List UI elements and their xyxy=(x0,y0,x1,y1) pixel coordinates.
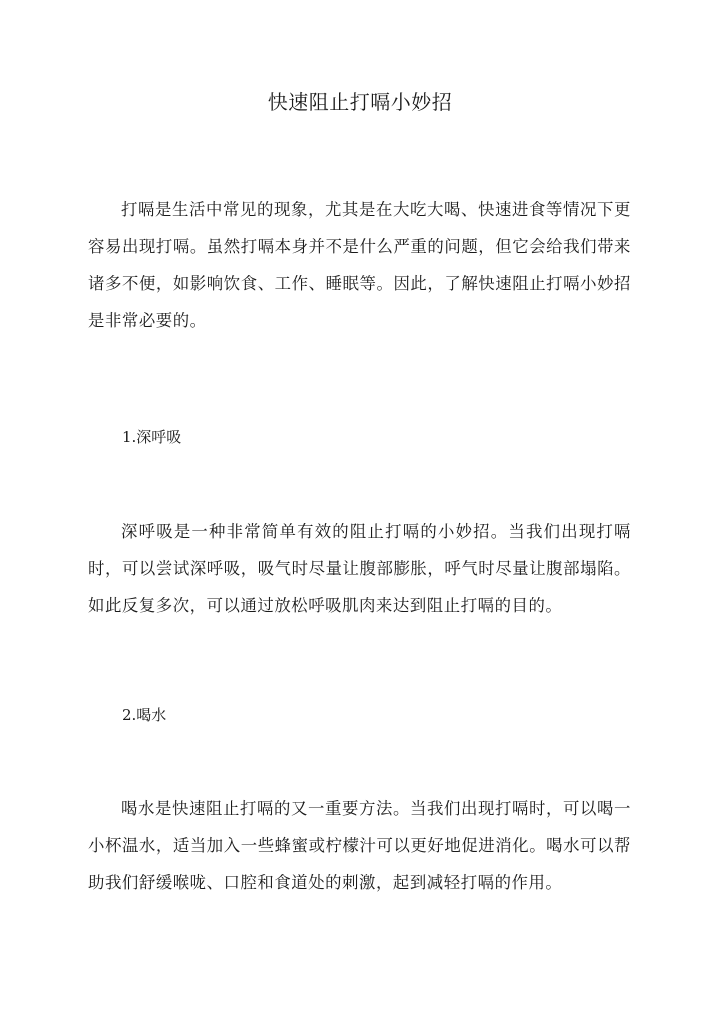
intro-paragraph: 打嗝是生活中常见的现象，尤其是在大吃大喝、快速进食等情况下更容易出现打嗝。虽然打嗝本身并不是什么严重的问题，但它会给我们带来诸多不便，如影响饮食、工作、睡眠等。因此，了解快速阻止打嗝小妙招是非常必要的。 xyxy=(88,200,631,330)
document-title: 快速阻止打嗝小妙招 xyxy=(267,90,453,114)
section-body-drink-water: 喝水是快速阻止打嗝的又一重要方法。当我们出现打嗝时，可以喝一小杯温水，适当加入一些蜂蜜或柠檬汁可以更好地促进消化。喝水可以帮助我们舒缓喉咙、口腔和食道处的刺激，起到减轻打嗝的作用。 xyxy=(88,799,631,892)
section-body-deep-breath: 深呼吸是一种非常简单有效的阻止打嗝的小妙招。当我们出现打嗝时，可以尝试深呼吸，吸气时尽量让腹部膨胀，呼气时尽量让腹部塌陷。如此反复多次，可以通过放松呼吸肌肉来达到阻止打嗝的目的。 xyxy=(88,522,631,615)
section-heading-drink-water: 2.喝水 xyxy=(122,706,167,724)
section-heading-deep-breath: 1.深呼吸 xyxy=(122,428,182,446)
